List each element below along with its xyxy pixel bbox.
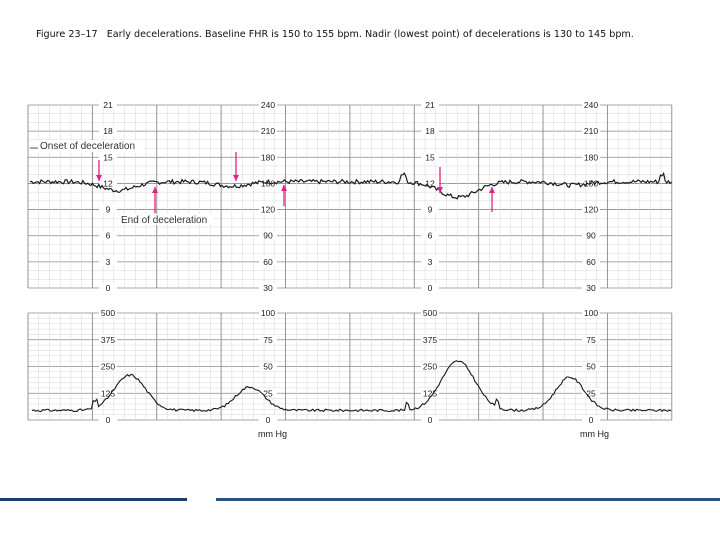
bpm-tick-label: 210 — [583, 126, 599, 137]
uc-kpa-tick-label: 0 — [105, 415, 111, 425]
onset-arrow — [96, 160, 102, 181]
kpa-tick-label: 21 — [425, 100, 435, 110]
bpm-tick-label: 90 — [263, 230, 273, 241]
bpm-tick-label: 90 — [586, 230, 596, 241]
onset-annotation — [30, 140, 144, 152]
kpa-tick-label: 15 — [425, 152, 435, 163]
uc-kpa-tick-label: 250 — [422, 361, 438, 372]
bpm-tick-label: 60 — [263, 256, 273, 267]
uc-kpa-tick-label: 500 — [422, 308, 438, 318]
mmhg-tick-label: 0 — [265, 415, 271, 425]
figure-caption-text: Early decelerations. Baseline FHR is 150 to 155 bpm. Nadir (lowest point) of decelerations is 130 to 145 bpm. — [106, 29, 634, 40]
bpm-tick-label: 180 — [583, 152, 599, 163]
end-arrow — [281, 185, 287, 206]
mmhg-tick-label: 100 — [260, 308, 276, 318]
kpa-tick-label: 18 — [425, 126, 435, 137]
kpa-tick-label: 3 — [105, 256, 111, 267]
kpa-tick-label: 6 — [105, 230, 111, 241]
uc-kpa-tick-label: 500 — [100, 308, 116, 318]
uc-kpa-tick-label: 250 — [100, 361, 116, 372]
mmhg-tick-label: 75 — [586, 334, 596, 345]
bpm-tick-label: 150 — [583, 178, 599, 189]
bpm-tick-label: 120 — [260, 204, 276, 215]
kpa-tick-label: 0 — [105, 283, 111, 293]
bpm-tick-label: 120 — [583, 204, 599, 215]
end-arrow — [489, 187, 495, 212]
bpm-tick-label: 240 — [260, 100, 276, 110]
fhr-grid — [28, 105, 672, 288]
kpa-tick-label: 9 — [427, 204, 433, 215]
bpm-tick-label: 180 — [260, 152, 276, 163]
uc-kpa-tick-label: 125 — [422, 388, 438, 399]
mmhg-tick-label: 50 — [586, 361, 596, 372]
kpa-tick-label: 6 — [427, 230, 433, 241]
mmhg-tick-label: 50 — [263, 361, 273, 372]
kpa-tick-label: 21 — [103, 100, 113, 110]
mmhg-tick-label: 25 — [263, 388, 273, 399]
kpa-tick-label: 15 — [103, 152, 113, 163]
mmhg-tick-label: 0 — [588, 415, 594, 425]
uc-grid — [28, 313, 672, 420]
mmhg-tick-label: 100 — [583, 308, 599, 318]
uc-kpa-tick-label: 375 — [422, 334, 438, 345]
footer-rule — [0, 498, 720, 501]
bpm-tick-label: 240 — [583, 100, 599, 110]
onset-label: Onset of deceleration — [40, 141, 136, 152]
kpa-tick-label: 12 — [103, 178, 113, 189]
mmhg-unit-right: mm Hg — [580, 429, 609, 439]
mmhg-tick-label: 75 — [263, 334, 273, 345]
uc-kpa-tick-label: 375 — [100, 334, 116, 345]
mmhg-tick-label: 25 — [586, 388, 596, 399]
bpm-tick-label: 30 — [586, 283, 596, 293]
kpa-tick-label: 3 — [427, 256, 433, 267]
bpm-tick-label: 30 — [263, 283, 273, 293]
kpa-tick-label: 0 — [427, 283, 433, 293]
bpm-tick-label: 60 — [586, 256, 596, 267]
kpa-tick-label: 18 — [103, 126, 113, 137]
bpm-tick-label: 150 — [260, 178, 276, 189]
mmhg-unit-left: mm Hg — [258, 429, 287, 439]
end-annotation — [118, 214, 214, 226]
end-label: End of deceleration — [121, 215, 208, 226]
uc-kpa-tick-label: 0 — [427, 415, 433, 425]
uc-kpa-tick-label: 125 — [100, 388, 116, 399]
onset-arrow — [233, 152, 239, 181]
figure-label: Figure 23–17 — [36, 29, 98, 40]
bpm-tick-label: 210 — [260, 126, 276, 137]
kpa-tick-label: 9 — [105, 204, 111, 215]
kpa-tick-label: 12 — [425, 178, 435, 189]
